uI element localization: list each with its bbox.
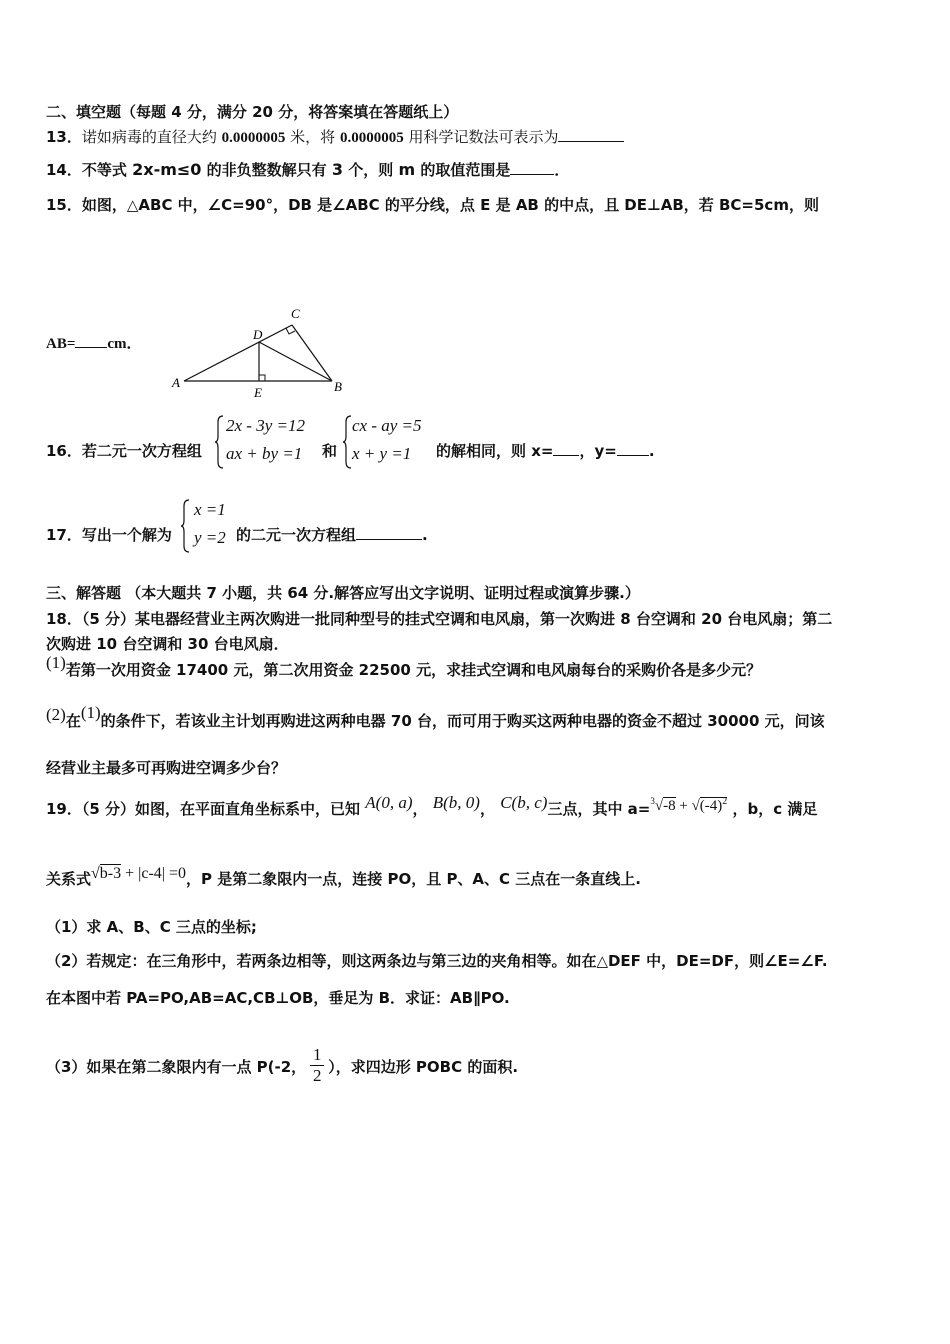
section-3-heading: 三、解答题 （本大题共 7 小题，共 64 分.解答应写出文字说明、证明过程或演算步骤.） — [46, 584, 640, 602]
q19-sep-2: ， — [479, 800, 495, 818]
q19-square-radicand: (-4) — [699, 798, 723, 814]
q19-cube-root: $^3√-8 + √(-4)^2$ — [650, 796, 728, 814]
q16-y-label: y= — [594, 442, 617, 460]
right-angle-mark-c — [286, 328, 295, 334]
segment-ac — [184, 325, 292, 381]
q17-row-2: y =2 — [194, 528, 226, 547]
brace-icon — [214, 414, 224, 470]
q16-comma: ， — [579, 442, 595, 460]
q14-expression: 2x-m≤0 — [132, 160, 202, 179]
label-e: E — [254, 385, 262, 400]
q18-part-2-ref: (1) — [80, 703, 101, 722]
q17-text-2: 的二元一次方程组 — [236, 526, 357, 544]
q16-system-2 — [342, 414, 442, 470]
q18-part-2-line-2: 经营业主最多可再购进空调多少台？ — [46, 759, 287, 777]
question-15-line-1: 15．如图，△ABC 中，∠C=90°，DB 是∠ABC 的平分线，点 E 是 AB 的中点，且 DE⊥AB，若 BC=5cm，则 — [46, 196, 819, 214]
q19-cube-index: 3 — [650, 796, 655, 806]
q16-sys1-row-2: ax + by =1 — [226, 444, 303, 463]
q19-rel-abs: |c-4| — [138, 865, 165, 882]
q17-end: . — [422, 526, 428, 544]
segment-db — [259, 342, 332, 381]
question-15-answer — [46, 333, 142, 354]
q19-point-c: C(b, c) — [500, 793, 548, 812]
q19-part-2-line-2: 在本图中若 PA=PO,AB=AC,CB⊥OB，垂足为 B．求证：AB∥PO. — [46, 989, 510, 1007]
q16-and: 和 — [322, 442, 338, 460]
q19-fraction-denominator: 2 — [312, 1066, 322, 1085]
q13-number: 13． — [46, 128, 82, 146]
q13-value-1: 0.0000005 — [221, 130, 286, 146]
q16-y-blank[interactable] — [617, 441, 649, 456]
q13-value-2: 0.0000005 — [339, 130, 404, 146]
q18-part-1-text: 若第一次用资金 17400 元，第二次用资金 22500 元，求挂式空调和电风扇每台的采购价各是多少元？ — [65, 661, 762, 679]
q16-sys2-row-2: x + y =1 — [352, 444, 412, 463]
q19-rel-text: ，P 是第二象限内一点，连接 PO，且 P、A、C 三点在一条直线上. — [186, 870, 641, 888]
q19-square-radicand-group — [700, 797, 728, 814]
q19-line-1 — [46, 795, 817, 820]
q19-rel-eq: =0 — [165, 865, 187, 882]
brace-icon — [180, 498, 190, 554]
q16-x-blank[interactable] — [553, 441, 579, 456]
q17-text-1: 17．写出一个解为 — [46, 526, 172, 544]
q14-variable: m — [398, 160, 416, 179]
q17-system — [180, 498, 240, 554]
q15-answer-blank[interactable] — [75, 333, 107, 348]
q13-answer-blank[interactable] — [558, 127, 624, 142]
q19-sep-1: ， — [412, 800, 428, 818]
q19-rel-prefix: 关系式 — [46, 870, 92, 888]
section-2-heading: 二、填空题（每题 4 分，满分 20 分，将答案填在答题纸上） — [46, 103, 459, 121]
q18-part-2 — [46, 703, 825, 731]
q18-part-1 — [46, 653, 762, 680]
q16-text-2: 的解相同，则 x= — [436, 442, 554, 460]
q19-part-3-b: ），求四边形 POBC 的面积. — [328, 1058, 519, 1076]
q16-sys1-row-1: 2x - 3y =12 — [226, 416, 305, 435]
q14-number: 14． — [46, 161, 82, 179]
label-d: D — [253, 327, 263, 342]
q18-part-2-text: 的条件下，若该业主计划再购进这两种电器 70 台，而可用于购买这两种电器的资金不超过 30000 元，问该 — [100, 712, 825, 730]
q19-bc: ，b，c 满足 — [732, 800, 818, 818]
q19-cube-radicand: -8 — [663, 798, 676, 814]
q19-line-2 — [46, 865, 641, 890]
q19-fraction — [310, 1045, 324, 1086]
q19-part-1: （1）求 A、B、C 三点的坐标; — [46, 918, 257, 936]
question-14 — [46, 160, 569, 180]
q14-text-3: 个，则 — [343, 161, 399, 179]
q17-text-2-group — [236, 525, 428, 545]
q17-row-1: x =1 — [194, 500, 226, 519]
right-angle-mark-e — [259, 375, 265, 381]
q19-rel-radicand: b-3 — [99, 865, 122, 882]
q17-answer-blank[interactable] — [356, 525, 422, 540]
question-13 — [46, 127, 624, 148]
q14-text-2: 的非负整数解只有 — [201, 161, 332, 179]
label-c: C — [291, 306, 300, 321]
triangle-figure — [168, 303, 358, 401]
q15-ab-suffix: cm． — [107, 336, 142, 352]
q14-end: ． — [554, 161, 570, 179]
q14-count: 3 — [331, 160, 344, 179]
q19-square-exponent: 2 — [722, 796, 728, 807]
q18-line-2: 次购进 10 台空调和 30 台电风扇． — [46, 635, 289, 653]
q16-sys2-row-1: cx - ay =5 — [352, 416, 422, 435]
q19-relation: √b-3 + |c-4| =0 — [91, 865, 187, 882]
q18-part-2-label: (2) — [46, 705, 66, 724]
q19-part-3-a: （3）如果在第二象限内有一点 P(-2， — [46, 1058, 307, 1076]
segment-cb — [292, 325, 332, 381]
q19-three: 三点，其中 a= — [547, 800, 651, 818]
q14-text-4: 的取值范围是 — [415, 161, 511, 179]
brace-icon — [342, 414, 352, 470]
q16-text-2-group — [436, 441, 655, 461]
q15-ab-prefix: AB= — [46, 336, 76, 352]
label-b: B — [334, 379, 342, 394]
q18-part-1-label: (1) — [46, 653, 66, 672]
q19-fraction-numerator: 1 — [312, 1045, 322, 1064]
q13-text-2: 米，将 — [285, 128, 340, 146]
q19-point-b: B(b, 0) — [432, 793, 480, 812]
q19-head: 19．（5 分）如图，在平面直角坐标系中，已知 — [46, 800, 361, 818]
q19-point-a: A(0, a) — [365, 793, 413, 812]
q16-system-1 — [214, 414, 324, 470]
q19-part-3 — [46, 1047, 518, 1088]
q19-plus: + — [675, 798, 692, 814]
q13-text-3: 用科学记数法可表示为 — [403, 128, 559, 146]
q14-text-1: 不等式 — [81, 161, 133, 179]
q16-end: . — [648, 442, 655, 460]
label-a: A — [172, 375, 180, 390]
q18-part-2-in: 在 — [65, 712, 81, 730]
q16-text-1: 16．若二元一次方程组 — [46, 442, 202, 460]
q19-part-2-line-1: （2）若规定：在三角形中，若两条边相等，则这两条边与第三边的夹角相等。如在△DEF 中，DE=DF，则∠E=∠F. — [46, 952, 828, 970]
q18-line-1: 18．（5 分）某电器经营业主两次购进一批同种型号的挂式空调和电风扇，第一次购进 8 台空调和 20 台电风扇；第二 — [46, 610, 833, 628]
q13-text-1: 诺如病毒的直径大约 — [81, 128, 222, 146]
q14-answer-blank[interactable] — [510, 160, 554, 175]
